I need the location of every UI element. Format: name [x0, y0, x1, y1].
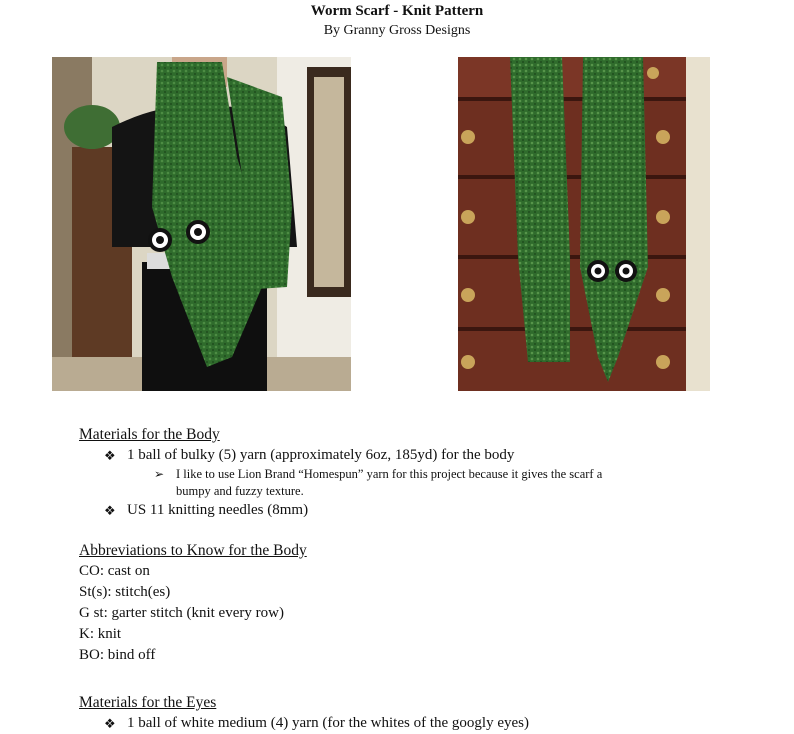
scarf-hanging-photo [458, 57, 710, 391]
diamond-bullet-icon: ❖ [104, 503, 116, 518]
abbreviations-heading: Abbreviations to Know for the Body [79, 542, 307, 559]
pattern-body [79, 424, 769, 734]
diamond-bullet-icon: ❖ [104, 716, 116, 731]
abbreviation-item: K: knit [79, 626, 122, 642]
list-item: ❖ 1 ball of bulky (5) yarn (approximately 6oz, 185yd) for the body [104, 445, 769, 466]
list-item-note: ➢ I like to use Lion Brand “Homespun” yarn for this project because it gives the scarf a bumpy and fuzzy texture. [154, 467, 603, 498]
pattern-byline: By Granny Gross Designs [323, 23, 471, 38]
scarf-worn-photo [52, 57, 351, 391]
abbreviation-item: CO: cast on [79, 563, 150, 579]
abbreviation-item: G st: garter stitch (knit every row) [79, 605, 284, 621]
diamond-bullet-icon: ❖ [104, 448, 116, 463]
list-item: ❖ 1 ball of white medium (4) yarn (for the whites of the googly eyes) [104, 713, 769, 734]
abbreviation-item: BO: bind off [79, 647, 156, 663]
list-item: ❖ US 11 knitting needles (8mm) [104, 500, 769, 521]
arrow-bullet-icon: ➢ [154, 467, 165, 481]
pattern-title: Worm Scarf - Knit Pattern [310, 3, 484, 19]
materials-eyes-heading: Materials for the Eyes [79, 694, 217, 711]
abbreviation-item: St(s): stitch(es) [79, 584, 171, 600]
materials-body-heading: Materials for the Body [79, 426, 220, 443]
